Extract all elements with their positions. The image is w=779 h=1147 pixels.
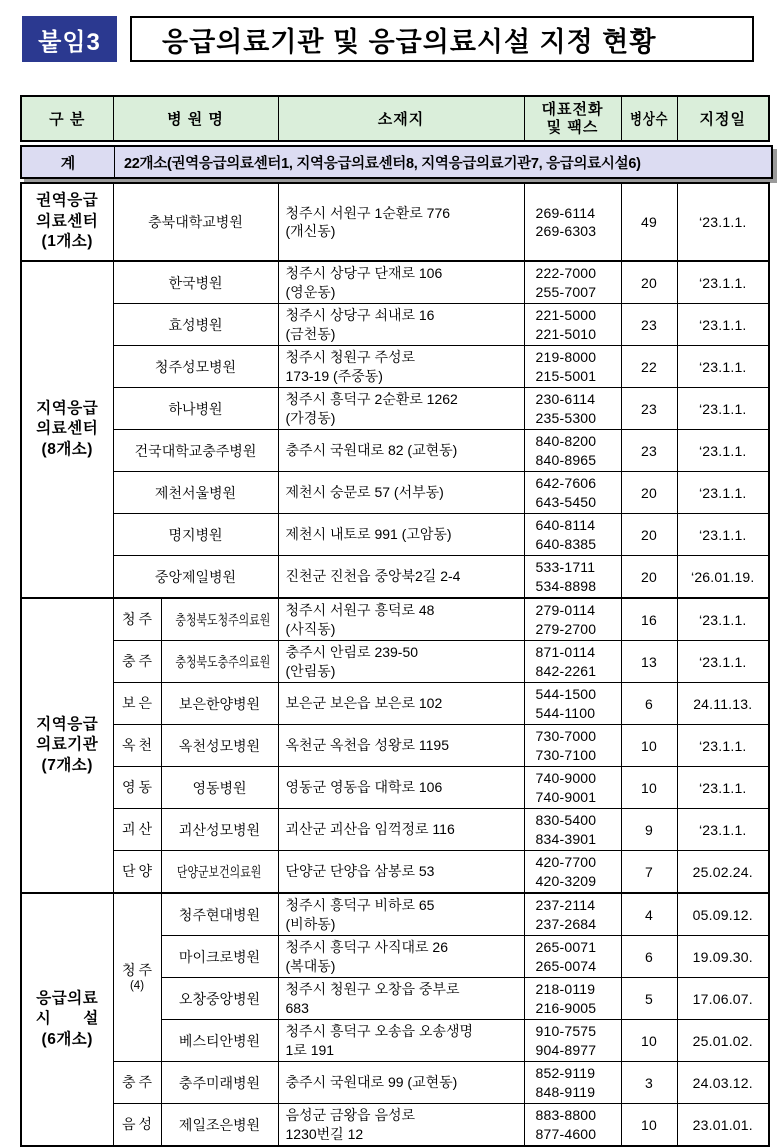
col-header-beds (621, 96, 677, 141)
beds-cell: 23 (621, 304, 677, 346)
address-cell (278, 514, 524, 556)
phone-fax-cell (524, 725, 621, 767)
address-line: 영동군 영동읍 대학로 106 (285, 779, 443, 796)
region-label-line: 옥천 (121, 736, 156, 753)
address-line: 음성군 금왕읍 음성로 (285, 1107, 416, 1124)
address-cell (278, 641, 524, 683)
hospital-name-cell (161, 851, 278, 894)
table-row (21, 851, 769, 894)
beds-cell: 23 (621, 430, 677, 472)
beds-cell: 6 (621, 683, 677, 725)
address-line: 충주시 안림로 239-50 (285, 644, 419, 661)
hospital-name: 명지병원 (168, 526, 223, 543)
phone-line: 255-7007 (535, 283, 597, 300)
table-row (21, 641, 769, 683)
table-row (21, 514, 769, 556)
address-line: (금천동) (285, 325, 336, 342)
hospital-name: 충주미래병원 (178, 1074, 261, 1091)
designation-date-cell: 05.09.12. (677, 893, 769, 936)
beds-cell: 20 (621, 472, 677, 514)
address-line: 충주시 국원대로 82 (교현동) (285, 442, 458, 459)
beds-cell: 6 (621, 936, 677, 978)
col-header-hospital: 병 원 명 (113, 96, 278, 141)
hospital-name-cell (161, 767, 278, 809)
table-row (21, 304, 769, 346)
address-cell (278, 556, 524, 599)
category-label-line: (1개소) (41, 233, 93, 251)
designation-date-cell: ‘26.01.19. (677, 556, 769, 599)
address-line: (비하동) (285, 915, 336, 932)
summary-text: 22개소(권역응급의료센터1, 지역응급의료센터8, 지역응급의료기관7, 응급의료시설6) (124, 155, 641, 172)
table-row (21, 598, 769, 641)
category-label-line: 의료센터 (36, 212, 99, 230)
hospital-name-cell (113, 183, 278, 261)
region-label-line: 청주 (121, 962, 156, 979)
category-label-line: 응급의료 (36, 989, 99, 1007)
address-cell (278, 683, 524, 725)
phone-line: 279-2700 (535, 620, 597, 637)
beds-cell: 23 (621, 388, 677, 430)
hospital-name-cell (161, 1062, 278, 1104)
address-cell (278, 472, 524, 514)
address-line: (안림동) (285, 662, 336, 679)
hospital-name: 충청북도충주의료원 (174, 653, 270, 670)
hospital-name-cell (113, 346, 278, 388)
phone-fax-cell (524, 809, 621, 851)
phone-line: 222-7000 (535, 265, 597, 282)
col-header-category: 구 분 (21, 96, 113, 141)
designation-date-cell: ‘23.1.1. (677, 472, 769, 514)
address-cell (278, 304, 524, 346)
table-row (21, 809, 769, 851)
category-cell (21, 893, 113, 1146)
address-cell (278, 346, 524, 388)
phone-line: 235-5300 (535, 409, 597, 426)
beds-cell: 9 (621, 809, 677, 851)
header-row (21, 96, 769, 141)
beds-cell: 16 (621, 598, 677, 641)
phone-line: 640-8385 (535, 535, 597, 552)
designation-date-cell: ‘23.1.1. (677, 767, 769, 809)
phone-line: 830-5400 (535, 812, 597, 829)
designation-date-cell: 24.03.12. (677, 1062, 769, 1104)
category-cell (21, 183, 113, 261)
hospital-name-cell (161, 641, 278, 683)
designation-date-cell: ‘23.1.1. (677, 261, 769, 304)
table-row (21, 1062, 769, 1104)
region-cell (113, 893, 161, 1062)
address-cell (278, 893, 524, 936)
address-line: 청주시 흥덕구 비하로 65 (285, 897, 435, 914)
phone-fax-cell (524, 1062, 621, 1104)
designation-date-cell: 23.01.01. (677, 1104, 769, 1147)
hospital-name-cell (161, 809, 278, 851)
phone-line: 730-7100 (535, 746, 597, 763)
beds-cell: 7 (621, 851, 677, 894)
hospital-name-cell (161, 1104, 278, 1147)
category-label-line: 지역응급 (36, 399, 99, 417)
region-cell (113, 641, 161, 683)
address-line: (가경동) (285, 409, 336, 426)
region-label-line: 충주 (121, 1073, 156, 1090)
beds-cell: 10 (621, 767, 677, 809)
designation-date-cell: ‘23.1.1. (677, 514, 769, 556)
phone-line: 740-9001 (535, 788, 597, 805)
category-label-line: 의료센터 (36, 420, 99, 438)
phone-line: 216-9005 (535, 999, 597, 1016)
phone-fax-cell (524, 683, 621, 725)
category-label-line: 권역응급 (36, 192, 99, 210)
hospital-name-cell (113, 472, 278, 514)
address-cell (278, 978, 524, 1020)
phone-line: 544-1500 (535, 686, 597, 703)
hospital-name: 청주현대병원 (178, 906, 261, 923)
address-line: 683 (285, 999, 309, 1016)
phone-line: 269-6303 (535, 223, 597, 239)
phone-line: 215-5001 (535, 367, 597, 384)
designation-date-cell: ‘23.1.1. (677, 388, 769, 430)
address-cell (278, 809, 524, 851)
hospital-name: 효성병원 (168, 316, 223, 333)
region-cell (113, 809, 161, 851)
hospital-name: 베스티안병원 (178, 1032, 261, 1049)
designation-date-cell: 25.01.02. (677, 1020, 769, 1062)
phone-fax-cell (524, 936, 621, 978)
phone-fax-cell (524, 346, 621, 388)
hospital-name-cell (161, 978, 278, 1020)
address-line: 청주시 상당구 쇠내로 16 (285, 307, 435, 324)
phone-fax-cell (524, 304, 621, 346)
phone-fax-cell (524, 472, 621, 514)
phone-line: 534-8898 (535, 577, 597, 594)
phone-line: 420-3209 (535, 872, 597, 889)
designation-date-cell: 17.06.07. (677, 978, 769, 1020)
hospital-name: 한국병원 (168, 274, 223, 291)
address-line: 청주시 흥덕구 2순환로 1262 (285, 391, 458, 408)
hospital-name-cell (161, 598, 278, 641)
table-row (21, 1104, 769, 1147)
hospital-name: 보은한양병원 (178, 695, 261, 712)
address-line: 청주시 청원구 오창읍 중부로 (285, 981, 460, 998)
address-cell (278, 1020, 524, 1062)
phone-line: 643-5450 (535, 493, 597, 510)
address-line: 청주시 청원구 주성로 (285, 349, 416, 366)
designation-date-cell: ‘23.1.1. (677, 809, 769, 851)
address-cell (278, 725, 524, 767)
phone-fax-cell (524, 641, 621, 683)
beds-cell: 10 (621, 725, 677, 767)
address-line: 1로 191 (285, 1041, 335, 1058)
address-line: 보은군 보은읍 보은로 102 (285, 695, 443, 712)
designation-date-cell: 24.11.13. (677, 683, 769, 725)
hospital-name: 영동병원 (192, 779, 247, 796)
address-line: 청주시 서원구 1순환로 776 (285, 204, 451, 221)
beds-cell: 13 (621, 641, 677, 683)
beds-cell: 49 (621, 183, 677, 261)
phone-fax-cell (524, 514, 621, 556)
phone-line: 852-9119 (535, 1065, 596, 1082)
col-header-location: 소재지 (278, 96, 524, 141)
phone-line: 910-7575 (535, 1023, 597, 1040)
category-label-line: 의료기관 (36, 736, 99, 754)
category-label-line: (8개소) (41, 440, 93, 458)
region-label-line: 음성 (121, 1115, 156, 1132)
table-row (21, 388, 769, 430)
beds-cell: 4 (621, 893, 677, 936)
region-cell (113, 598, 161, 641)
summary-label: 계 (22, 147, 115, 177)
hospital-name-cell (161, 1020, 278, 1062)
designation-date-cell: ‘23.1.1. (677, 430, 769, 472)
phone-fax-cell (524, 430, 621, 472)
hospital-name: 하나병원 (168, 400, 223, 417)
col-header-phone (524, 96, 621, 141)
address-cell (278, 767, 524, 809)
table-row (21, 261, 769, 304)
phone-fax-cell (524, 1104, 621, 1147)
phone-line: 221-5010 (535, 325, 597, 342)
address-line: (영운동) (285, 283, 336, 300)
attachment-badge: 붙임3 (22, 16, 117, 62)
address-cell (278, 183, 524, 261)
hospital-name: 중앙제일병원 (154, 568, 237, 585)
beds-cell: 5 (621, 978, 677, 1020)
address-line: 제천시 내토로 991 (고암동) (285, 526, 452, 543)
hospital-name-cell (161, 683, 278, 725)
address-line: 괴산군 괴산읍 임꺽정로 116 (285, 821, 455, 838)
page-title: 응급의료기관 및 응급의료시설 지정 현황 (130, 16, 754, 62)
hospital-name-cell (161, 725, 278, 767)
phone-line: 544-1100 (535, 704, 596, 721)
region-label-line: 괴산 (121, 820, 156, 837)
phone-line: 730-7000 (535, 728, 597, 745)
address-line: 제천시 숭문로 57 (서부동) (285, 484, 444, 501)
address-cell (278, 851, 524, 894)
region-label-line: 보은 (121, 694, 156, 711)
phone-fax-cell (524, 183, 621, 261)
phone-line: 237-2684 (535, 915, 597, 932)
hospital-name-cell (113, 388, 278, 430)
beds-cell: 22 (621, 346, 677, 388)
phone-line: 221-5000 (535, 307, 597, 324)
phone-line: 848-9119 (535, 1083, 596, 1100)
address-line: 충주시 국원대로 99 (교현동) (285, 1074, 458, 1091)
hospital-name: 청주성모병원 (154, 358, 237, 375)
col-header-phone-line2: 및 팩스 (546, 118, 599, 136)
col-header-date: 지정일 (677, 96, 769, 141)
address-line: 173-19 (주중동) (285, 367, 383, 384)
address-cell (278, 388, 524, 430)
address-line: 단양군 단양읍 삼봉로 53 (285, 863, 435, 880)
designation-date-cell: 25.02.24. (677, 851, 769, 894)
phone-line: 840-8200 (535, 433, 597, 450)
beds-cell: 20 (621, 514, 677, 556)
summary-row (20, 145, 773, 179)
designation-date-cell: ‘23.1.1. (677, 304, 769, 346)
hospital-name-cell (113, 304, 278, 346)
hospital-name-cell (161, 893, 278, 936)
phone-fax-cell (524, 767, 621, 809)
category-cell (21, 598, 113, 893)
phone-fax-cell (524, 261, 621, 304)
region-label-line: 영동 (121, 778, 156, 795)
region-cell (113, 725, 161, 767)
category-cell (21, 261, 113, 598)
hospital-name: 제천서울병원 (154, 484, 237, 501)
phone-fax-cell (524, 978, 621, 1020)
beds-cell: 20 (621, 261, 677, 304)
hospital-name: 마이크로병원 (178, 948, 261, 965)
beds-cell: 10 (621, 1104, 677, 1147)
region-label-line: (4) (129, 979, 145, 992)
hospital-name-cell (113, 514, 278, 556)
beds-cell: 3 (621, 1062, 677, 1104)
designation-date-cell: ‘23.1.1. (677, 641, 769, 683)
region-label-line: 단양 (121, 862, 156, 879)
col-header-phone-line1: 대표전화 (541, 100, 604, 118)
phone-line: 230-6114 (535, 391, 596, 408)
hospital-name-cell (161, 936, 278, 978)
address-cell (278, 1104, 524, 1147)
table-row (21, 725, 769, 767)
table-row (21, 683, 769, 725)
designation-date-cell: ‘23.1.1. (677, 725, 769, 767)
phone-line: 265-0071 (535, 939, 597, 956)
address-line: 청주시 흥덕구 사직대로 26 (285, 939, 448, 956)
phone-line: 279-0114 (535, 602, 596, 619)
phone-fax-cell (524, 1020, 621, 1062)
table-row (21, 556, 769, 599)
region-cell (113, 767, 161, 809)
phone-fax-cell (524, 851, 621, 894)
region-cell (113, 1104, 161, 1147)
phone-line: 265-0074 (535, 957, 597, 974)
address-line: 옥천군 옥천읍 성왕로 1195 (285, 737, 450, 754)
designation-date-cell: 19.09.30. (677, 936, 769, 978)
address-cell (278, 430, 524, 472)
phone-fax-cell (524, 598, 621, 641)
address-line: 청주시 서원구 흥덕로 48 (285, 602, 435, 619)
table-header (20, 95, 770, 142)
hospital-name: 괴산성모병원 (178, 821, 261, 838)
hospital-name: 오창중앙병원 (178, 990, 261, 1007)
phone-line: 904-8977 (535, 1041, 597, 1058)
table-row (21, 430, 769, 472)
phone-fax-cell (524, 893, 621, 936)
phone-line: 840-8965 (535, 451, 597, 468)
address-line: 1230번길 12 (285, 1125, 364, 1142)
title-row (22, 16, 754, 62)
phone-line: 834-3901 (535, 830, 597, 847)
hospital-name: 단양군보건의료원 (177, 863, 262, 880)
table-row (21, 893, 769, 936)
phone-line: 871-0114 (535, 644, 596, 661)
hospital-name: 건국대학교충주병원 (134, 442, 257, 459)
address-cell (278, 598, 524, 641)
hospital-table (20, 182, 770, 1147)
designation-date-cell: ‘23.1.1. (677, 598, 769, 641)
address-line: 청주시 흥덕구 오송읍 오송생명 (285, 1023, 473, 1040)
phone-line: 877-4600 (535, 1125, 597, 1142)
address-cell (278, 936, 524, 978)
hospital-name-cell (113, 556, 278, 599)
beds-cell: 10 (621, 1020, 677, 1062)
region-label-line: 충주 (121, 652, 156, 669)
hospital-name-cell (113, 430, 278, 472)
phone-line: 269-6114 (535, 204, 596, 221)
address-line: (복대동) (285, 957, 336, 974)
address-cell (278, 1062, 524, 1104)
table-row (21, 183, 769, 261)
phone-line: 642-7606 (535, 475, 597, 492)
phone-line: 740-9000 (535, 770, 597, 787)
designation-date-cell: ‘23.1.1. (677, 183, 769, 261)
address-line: 진천군 진천읍 중앙북2길 2-4 (285, 568, 461, 585)
phone-line: 533-1711 (535, 559, 596, 576)
phone-line: 640-8114 (535, 517, 596, 534)
address-line: 청주시 상당구 단재로 106 (285, 265, 443, 282)
region-label-line: 청주 (121, 610, 156, 627)
hospital-name: 제일조은병원 (178, 1116, 261, 1133)
phone-line: 883-8800 (535, 1107, 597, 1124)
region-cell (113, 851, 161, 894)
category-label-line: (7개소) (41, 756, 93, 774)
address-cell (278, 261, 524, 304)
table-row (21, 767, 769, 809)
category-label-line: 지역응급 (36, 715, 99, 733)
category-label-line: (6개소) (41, 1030, 93, 1048)
address-line: (사직동) (285, 620, 336, 637)
phone-line: 218-0119 (535, 981, 596, 998)
hospital-name: 옥천성모병원 (178, 737, 261, 754)
address-line: (개신동) (285, 223, 336, 239)
phone-fax-cell (524, 388, 621, 430)
hospital-name: 충청북도청주의료원 (174, 611, 270, 628)
category-label-line: 시 설 (35, 1010, 99, 1028)
phone-fax-cell (524, 556, 621, 599)
phone-line: 219-8000 (535, 349, 597, 366)
designation-date-cell: ‘23.1.1. (677, 346, 769, 388)
phone-line: 420-7700 (535, 854, 597, 871)
phone-line: 842-2261 (535, 662, 597, 679)
phone-line: 237-2114 (535, 897, 596, 914)
table-row (21, 472, 769, 514)
table-row (21, 346, 769, 388)
col-header-beds-label: 병상수 (629, 111, 669, 128)
beds-cell: 20 (621, 556, 677, 599)
region-cell (113, 1062, 161, 1104)
hospital-name: 충북대학교병원 (148, 214, 243, 230)
region-cell (113, 683, 161, 725)
hospital-name-cell (113, 261, 278, 304)
